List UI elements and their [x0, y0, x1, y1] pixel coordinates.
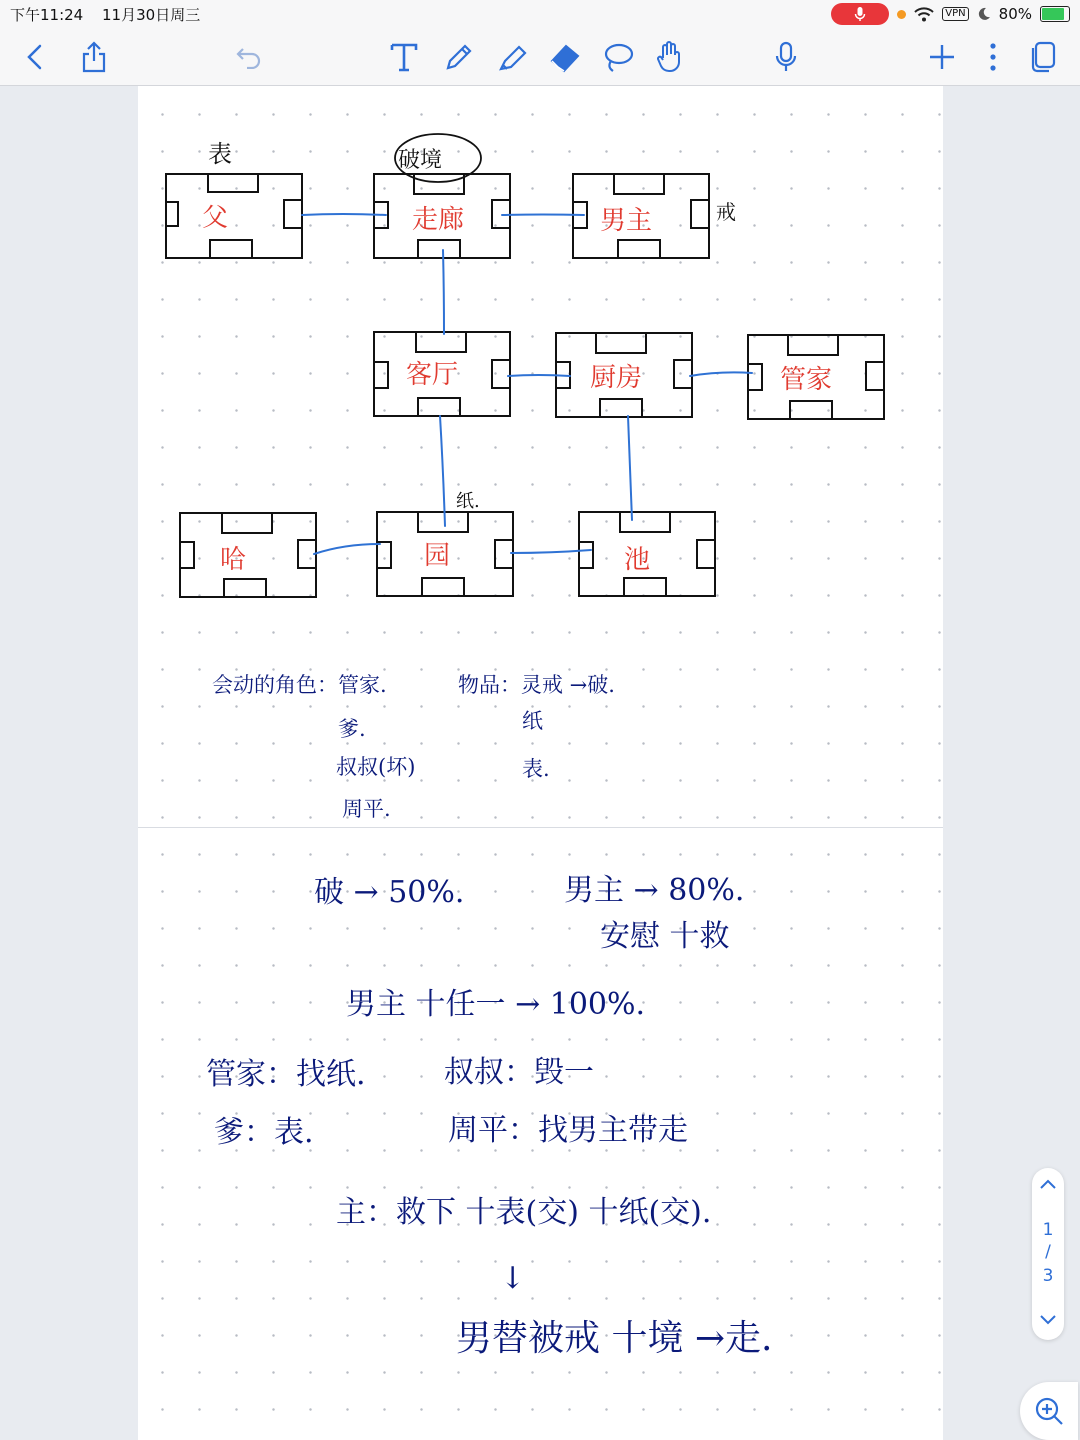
back-button[interactable] [14, 36, 56, 78]
hand-icon [654, 40, 686, 74]
pages-button[interactable] [1022, 36, 1064, 78]
room-box [166, 174, 302, 258]
more-icon [989, 42, 997, 72]
share-button[interactable] [73, 36, 115, 78]
map-note: 纸. [456, 491, 480, 512]
character-item: 叔叔(坏) [336, 755, 416, 779]
eraser-button[interactable] [544, 36, 586, 78]
vpn-badge: VPN [942, 7, 968, 21]
add-icon [928, 43, 956, 71]
highlighter-button[interactable] [491, 36, 533, 78]
note-line: 男主 十任一 → 100%. [346, 987, 646, 1022]
pages-icon [1029, 41, 1057, 73]
room-label: 管家 [780, 365, 833, 395]
note-page[interactable] [138, 86, 943, 1440]
room-label: 父 [202, 203, 229, 233]
microphone-icon [774, 41, 798, 73]
pen-button[interactable] [438, 36, 480, 78]
undo-button[interactable] [228, 36, 270, 78]
battery-percent: 80% [998, 5, 1032, 23]
room-label: 哈 [220, 545, 247, 575]
microphone-button[interactable] [765, 36, 807, 78]
page-separator: / [1045, 1242, 1051, 1262]
characters-label: 会动的角色：管家. [212, 673, 387, 697]
note-line: 周平：找男主带走 [448, 1113, 688, 1148]
chevron-down-icon[interactable] [1039, 1314, 1057, 1326]
items-label: 物品：灵戒 →破. [458, 673, 615, 697]
room-label: 园 [424, 541, 451, 571]
privacy-dot [897, 10, 906, 19]
current-page: 1 [1042, 1220, 1054, 1240]
room-label: 厨房 [590, 363, 643, 393]
item-entry: 表. [522, 757, 550, 781]
arrow-note: ↓ [500, 1261, 526, 1296]
zoom-button[interactable] [1020, 1382, 1078, 1440]
wifi-icon [914, 7, 934, 22]
note-line: 男替被戒 十境 →走. [456, 1318, 773, 1359]
room-label: 男主 [600, 206, 653, 236]
status-date: 11月30日周三 [102, 6, 201, 24]
canvas-area [0, 86, 1080, 1440]
add-button[interactable] [921, 36, 963, 78]
map-note: 表 [208, 140, 232, 168]
note-line: 主：救下 十表(交) 十纸(交). [336, 1195, 712, 1230]
note-line: 爹：表. [214, 1115, 314, 1150]
recording-indicator[interactable] [831, 3, 889, 25]
moon-icon [977, 7, 991, 21]
character-item: 周平. [342, 797, 391, 821]
share-icon [80, 41, 108, 73]
connector-lines [302, 214, 752, 554]
map-note: 破境 [398, 148, 443, 173]
note-line: 破 → 50%. [314, 875, 465, 910]
text-tool-button[interactable] [383, 36, 425, 78]
hand-tool-button[interactable] [649, 36, 691, 78]
item-entry: 纸 [522, 709, 543, 733]
room-map-sketch [138, 86, 943, 1440]
room-label: 客厅 [406, 360, 459, 390]
eraser-icon [547, 41, 583, 73]
lasso-icon [601, 41, 635, 73]
room-box [180, 513, 316, 597]
mic-recording-icon [854, 6, 866, 22]
back-icon [25, 43, 45, 71]
character-item: 爹. [338, 717, 366, 741]
chevron-up-icon[interactable] [1039, 1178, 1057, 1190]
pen-icon [443, 41, 475, 73]
note-line: 安慰 十救 [600, 919, 730, 954]
map-note: 戒 [716, 200, 736, 224]
status-bar [0, 0, 1080, 28]
more-button[interactable] [972, 36, 1014, 78]
room-label: 走廊 [412, 205, 465, 235]
toolbar [0, 28, 1080, 86]
text-tool-icon [389, 41, 419, 73]
lasso-button[interactable] [597, 36, 639, 78]
undo-icon [235, 45, 263, 69]
battery-icon [1040, 6, 1070, 22]
zoom-in-icon [1034, 1396, 1064, 1426]
note-line: 男主 → 80%. [564, 873, 745, 908]
room-label: 池 [624, 545, 651, 575]
highlighter-icon [495, 41, 529, 73]
note-line: 管家：找纸. [206, 1057, 366, 1092]
page-navigator [1032, 1168, 1064, 1340]
total-pages: 3 [1042, 1266, 1054, 1286]
status-time: 下午11:24 [10, 6, 84, 24]
note-line: 叔叔：毁一 [444, 1055, 594, 1090]
